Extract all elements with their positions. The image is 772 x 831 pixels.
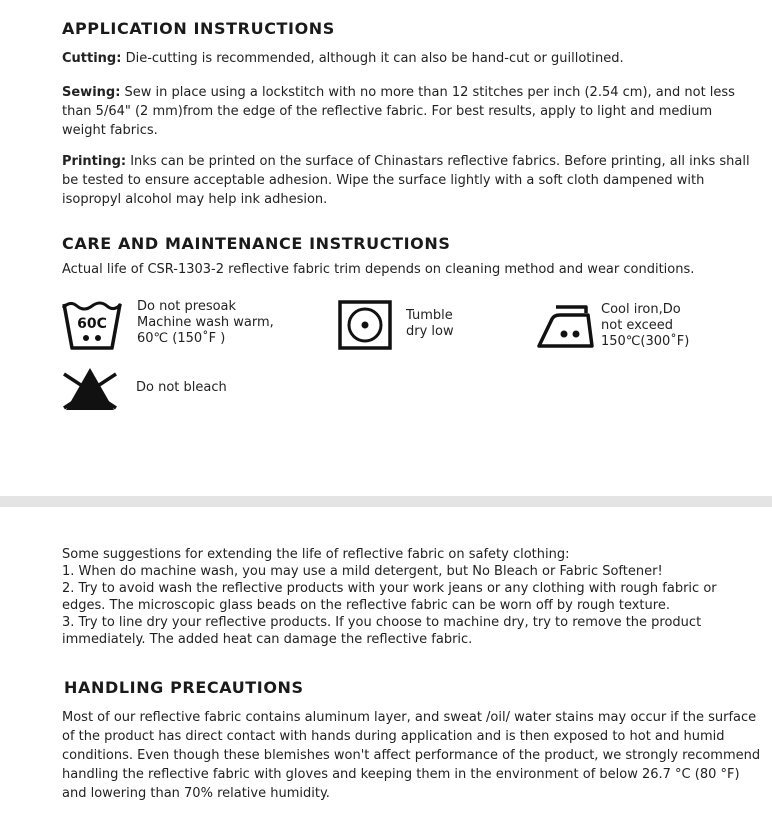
wash-temp-label: 60C (77, 316, 107, 332)
dry-line-2: dry low (406, 324, 454, 339)
iron-caption (601, 302, 689, 350)
printing-text: Inks can be printed on the surface of Chinastars reflective fabrics. Before printing, all inks shall be tested to ensure acceptable adhesion. Wipe the surface lightly with a soft cloth dampened with isopropyl alcohol may help ink adhesion. (62, 154, 750, 207)
iron-medium-icon (536, 303, 598, 349)
sewing-label: Sewing: (62, 85, 121, 100)
suggestion-item-1: 1. When do machine wash, you may use a mild detergent, but No Bleach or Fabric Softener! (62, 564, 663, 579)
cutting-paragraph (62, 49, 752, 68)
dry-caption (406, 308, 454, 340)
cutting-label: Cutting: (62, 51, 122, 66)
wash-line-3: 60℃ (150˚F ) (137, 331, 226, 346)
section-divider (0, 496, 772, 507)
iron-line-2: not exceed (601, 318, 674, 333)
care-intro: Actual life of CSR-1303-2 reflective fabric trim depends on cleaning method and wear conditions. (62, 262, 695, 277)
wash-caption (137, 299, 274, 347)
iron-line-1: Cool iron,Do (601, 302, 681, 317)
printing-paragraph (62, 152, 752, 209)
wash-line-2: Machine wash warm, (137, 315, 274, 330)
iron-line-3: 150℃(300˚F) (601, 334, 690, 349)
application-instructions-heading: APPLICATION INSTRUCTIONS (62, 19, 335, 38)
sewing-text: Sew in place using a lockstitch with no more than 12 stitches per inch (2.54 cm), and not less than 5/64" (2 mm)from the edge of the reflective fabric. For best results, apply to light and medium weight fabrics. (62, 85, 735, 138)
tumble-dry-low-icon (338, 300, 392, 350)
handling-paragraph: Most of our reflective fabric contains aluminum layer, and sweat /oil/ water stains may occur if the surface of the product has direct contact with hands during application and is then exposed to hot and humid conditions. Even though these blemishes won't affect performance of the product, we strongly recommend handling the reflective fabric with gloves and keeping them in the environment of below 26.7 °C (80 °F) and lowering than 70% relative humidity. (62, 710, 761, 801)
dry-line-1: Tumble (406, 308, 453, 323)
bleach-caption: Do not bleach (136, 380, 227, 395)
handling-precautions-heading: HANDLING PRECAUTIONS (64, 678, 304, 697)
suggestions-block (62, 546, 762, 648)
wash-60c-icon (62, 298, 122, 352)
printing-label: Printing: (62, 154, 127, 169)
wash-line-1: Do not presoak (137, 299, 237, 314)
care-maintenance-heading: CARE AND MAINTENANCE INSTRUCTIONS (62, 234, 451, 253)
suggestions-intro: Some suggestions for extending the life of reflective fabric on safety clothing: (62, 547, 570, 562)
cutting-text: Die-cutting is recommended, although it can also be hand-cut or guillotined. (121, 51, 624, 66)
sewing-paragraph (62, 83, 752, 140)
suggestion-item-2: 2. Try to avoid wash the reflective products with your work jeans or any clothing with rough fabric or edges. The microscopic glass beads on the reflective fabric can be worn off by rough texture. (62, 581, 717, 613)
do-not-bleach-icon (62, 366, 118, 412)
suggestion-item-3: 3. Try to line dry your reflective products. If you choose to machine dry, try to remove the product immediately. The added heat can damage the reflective fabric. (62, 615, 702, 647)
